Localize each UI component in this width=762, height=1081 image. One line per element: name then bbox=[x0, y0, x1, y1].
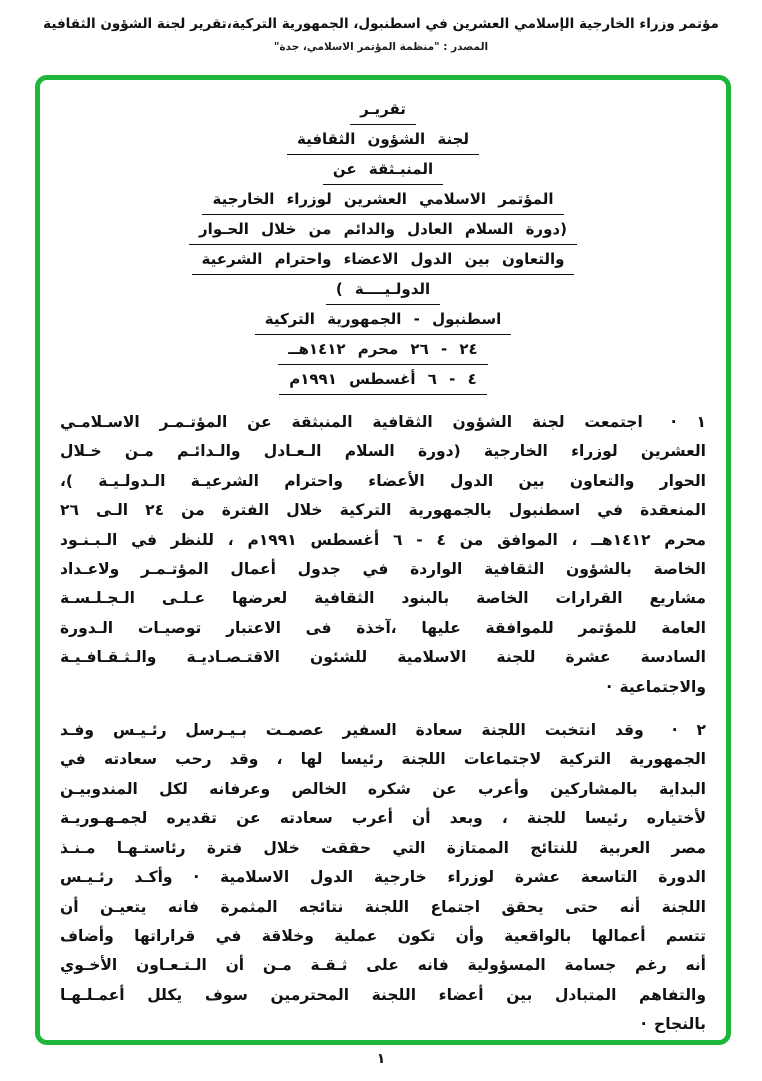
title-line-text: المنبـثقة عن bbox=[323, 156, 443, 185]
page-number: ١ bbox=[376, 1051, 386, 1067]
title-line-10 bbox=[40, 366, 726, 396]
paragraph-line: مصر العربية للنتائج الممتازة التي حققت خلال فترة رئاستـهـا مـنـذ bbox=[60, 838, 706, 857]
title-line-6 bbox=[40, 246, 726, 276]
paragraph-line: بالنجاح · bbox=[640, 1015, 706, 1034]
document-caption: مؤتمر وزراء الخارجية الإسلامي العشرين في اسطنبول، الجمهورية التركية،تقرير لجنة الشؤون الثقافية bbox=[43, 16, 719, 32]
green-border-frame bbox=[35, 75, 731, 1045]
title-line-1 bbox=[40, 96, 726, 126]
title-block bbox=[40, 80, 726, 396]
paragraph-line: الجمهورية التركية لاجتماعات اللجنة رئيسا لها ، وقد رحب سعادته في bbox=[60, 750, 706, 769]
title-line-5 bbox=[40, 216, 726, 246]
paragraph-line: والتفاهم المتبادل بين أعضاء اللجنة المحترمين سوف يكلل أعمـلـهـا bbox=[60, 985, 706, 1004]
paragraph-line: أنه رغم جسامة المسؤولية فانه على ثـقـة مـن أن الـتـعـاون الأخـوي bbox=[60, 956, 706, 975]
paragraph-line: العشرين لوزراء الخارجية (دورة السلام الـعـادل والـدائـم مـن خـلال bbox=[60, 442, 706, 461]
title-line-text: ٤ - ٦ أغسطس ١٩٩١م bbox=[279, 366, 487, 395]
title-line-4 bbox=[40, 186, 726, 216]
title-line-7 bbox=[40, 276, 726, 306]
title-line-3 bbox=[40, 156, 726, 186]
paragraph-line: المنعقدة في اسطنبول بالجمهورية التركية خلال الفترة من ٢٤ الـى ٢٦ bbox=[60, 501, 707, 520]
paragraph-line: البداية بالمشاركين وأعرب عن شكره الخالص وعرفانه لكل المندوبيـن bbox=[60, 779, 706, 798]
paragraph-line: تتسم أعمالها بالواقعية وأن تكون عملية وخلاقة في قراراتها وأضاف bbox=[60, 926, 706, 945]
paragraph-number: ٢ · bbox=[671, 721, 706, 740]
paragraph-line: ٢ ·وقد انتخبت اللجنة سعادة السفير عصمـت بـيـرسل رئـيـس وفـد bbox=[60, 721, 706, 740]
paragraph-1 bbox=[60, 408, 706, 702]
title-line-8 bbox=[40, 306, 726, 336]
title-line-text: والتعاون بين الدول الاعضاء واحترام الشرعية bbox=[192, 246, 575, 275]
paragraph-line: الدورة التاسعة عشرة لوزراء خارجية الدول الاسلامية · وأكـد رئـيـس bbox=[60, 868, 706, 887]
paragraph-line: السادسة عشرة للجنة الاسلامية للشئون الاقتـصـاديـة والـثـقـافـيـة bbox=[60, 648, 706, 667]
title-line-2 bbox=[40, 126, 726, 156]
paragraph-line: الخاصة بالشؤون الثقافية الواردة في جدول أعمال المؤتـمـر ولاعـداد bbox=[60, 560, 706, 579]
source-line: المصدر : "منظمة المؤتمر الاسلامي، جدة" bbox=[273, 41, 489, 53]
paragraph-line: الحوار والتعاون بين الدول الأعضاء واحترام الشرعيـة الـدولـيـة )، bbox=[60, 471, 706, 490]
title-line-text: (دورة السلام العادل والدائم من خلال الحـوار bbox=[189, 216, 577, 245]
title-line-text: المؤتمر الاسلامي العشرين لوزراء الخارجية bbox=[202, 186, 563, 215]
paragraph-number: ١ · bbox=[670, 413, 706, 431]
paragraph-line: مشاريع القرارات الخاصة بالبنود الثقافية لعرضها عـلـى الـجـلـسـة bbox=[60, 589, 706, 608]
paragraph-2 bbox=[60, 716, 706, 1039]
title-line-9 bbox=[40, 336, 726, 366]
paragraph-line: العامة للمؤتمر للموافقة عليها ،آخذة فى الاعتبار توصيـات الـدورة bbox=[60, 618, 706, 637]
paragraph-line: محرم ١٤١٢هــ ، الموافق من ٤ - ٦ أغسطس ١٩٩١م ، للنظر في الـبـنـود bbox=[60, 530, 706, 549]
body-paragraphs bbox=[40, 396, 726, 1040]
paragraph-line: والاجتماعية · bbox=[606, 677, 706, 696]
title-line-text: اسطنبول - الجمهورية التركية bbox=[255, 306, 512, 335]
title-line-text: ٢٤ - ٢٦ محرم ١٤١٢هــ bbox=[278, 336, 487, 365]
paragraph-line: لأختياره رئيسا للجنة ، وبعد أن أعرب سعادته عن تقديره لجمـهـوريـة bbox=[60, 809, 706, 828]
title-line-text: الدولـيــــة ) bbox=[326, 276, 440, 305]
title-line-text: لجنة الشؤون الثقافية bbox=[287, 126, 479, 155]
title-line-text: تقريـر bbox=[350, 96, 416, 125]
paragraph-line: ١ ·اجتمعت لجنة الشؤون الثقافية المنبثقة عن المؤتـمـر الاسـلامـي bbox=[60, 413, 706, 431]
paragraph-line: اللجنة أنه حتى يحقق اجتماع اللجنة نتائجه المثمرة فانه يتعيـن أن bbox=[60, 897, 706, 916]
